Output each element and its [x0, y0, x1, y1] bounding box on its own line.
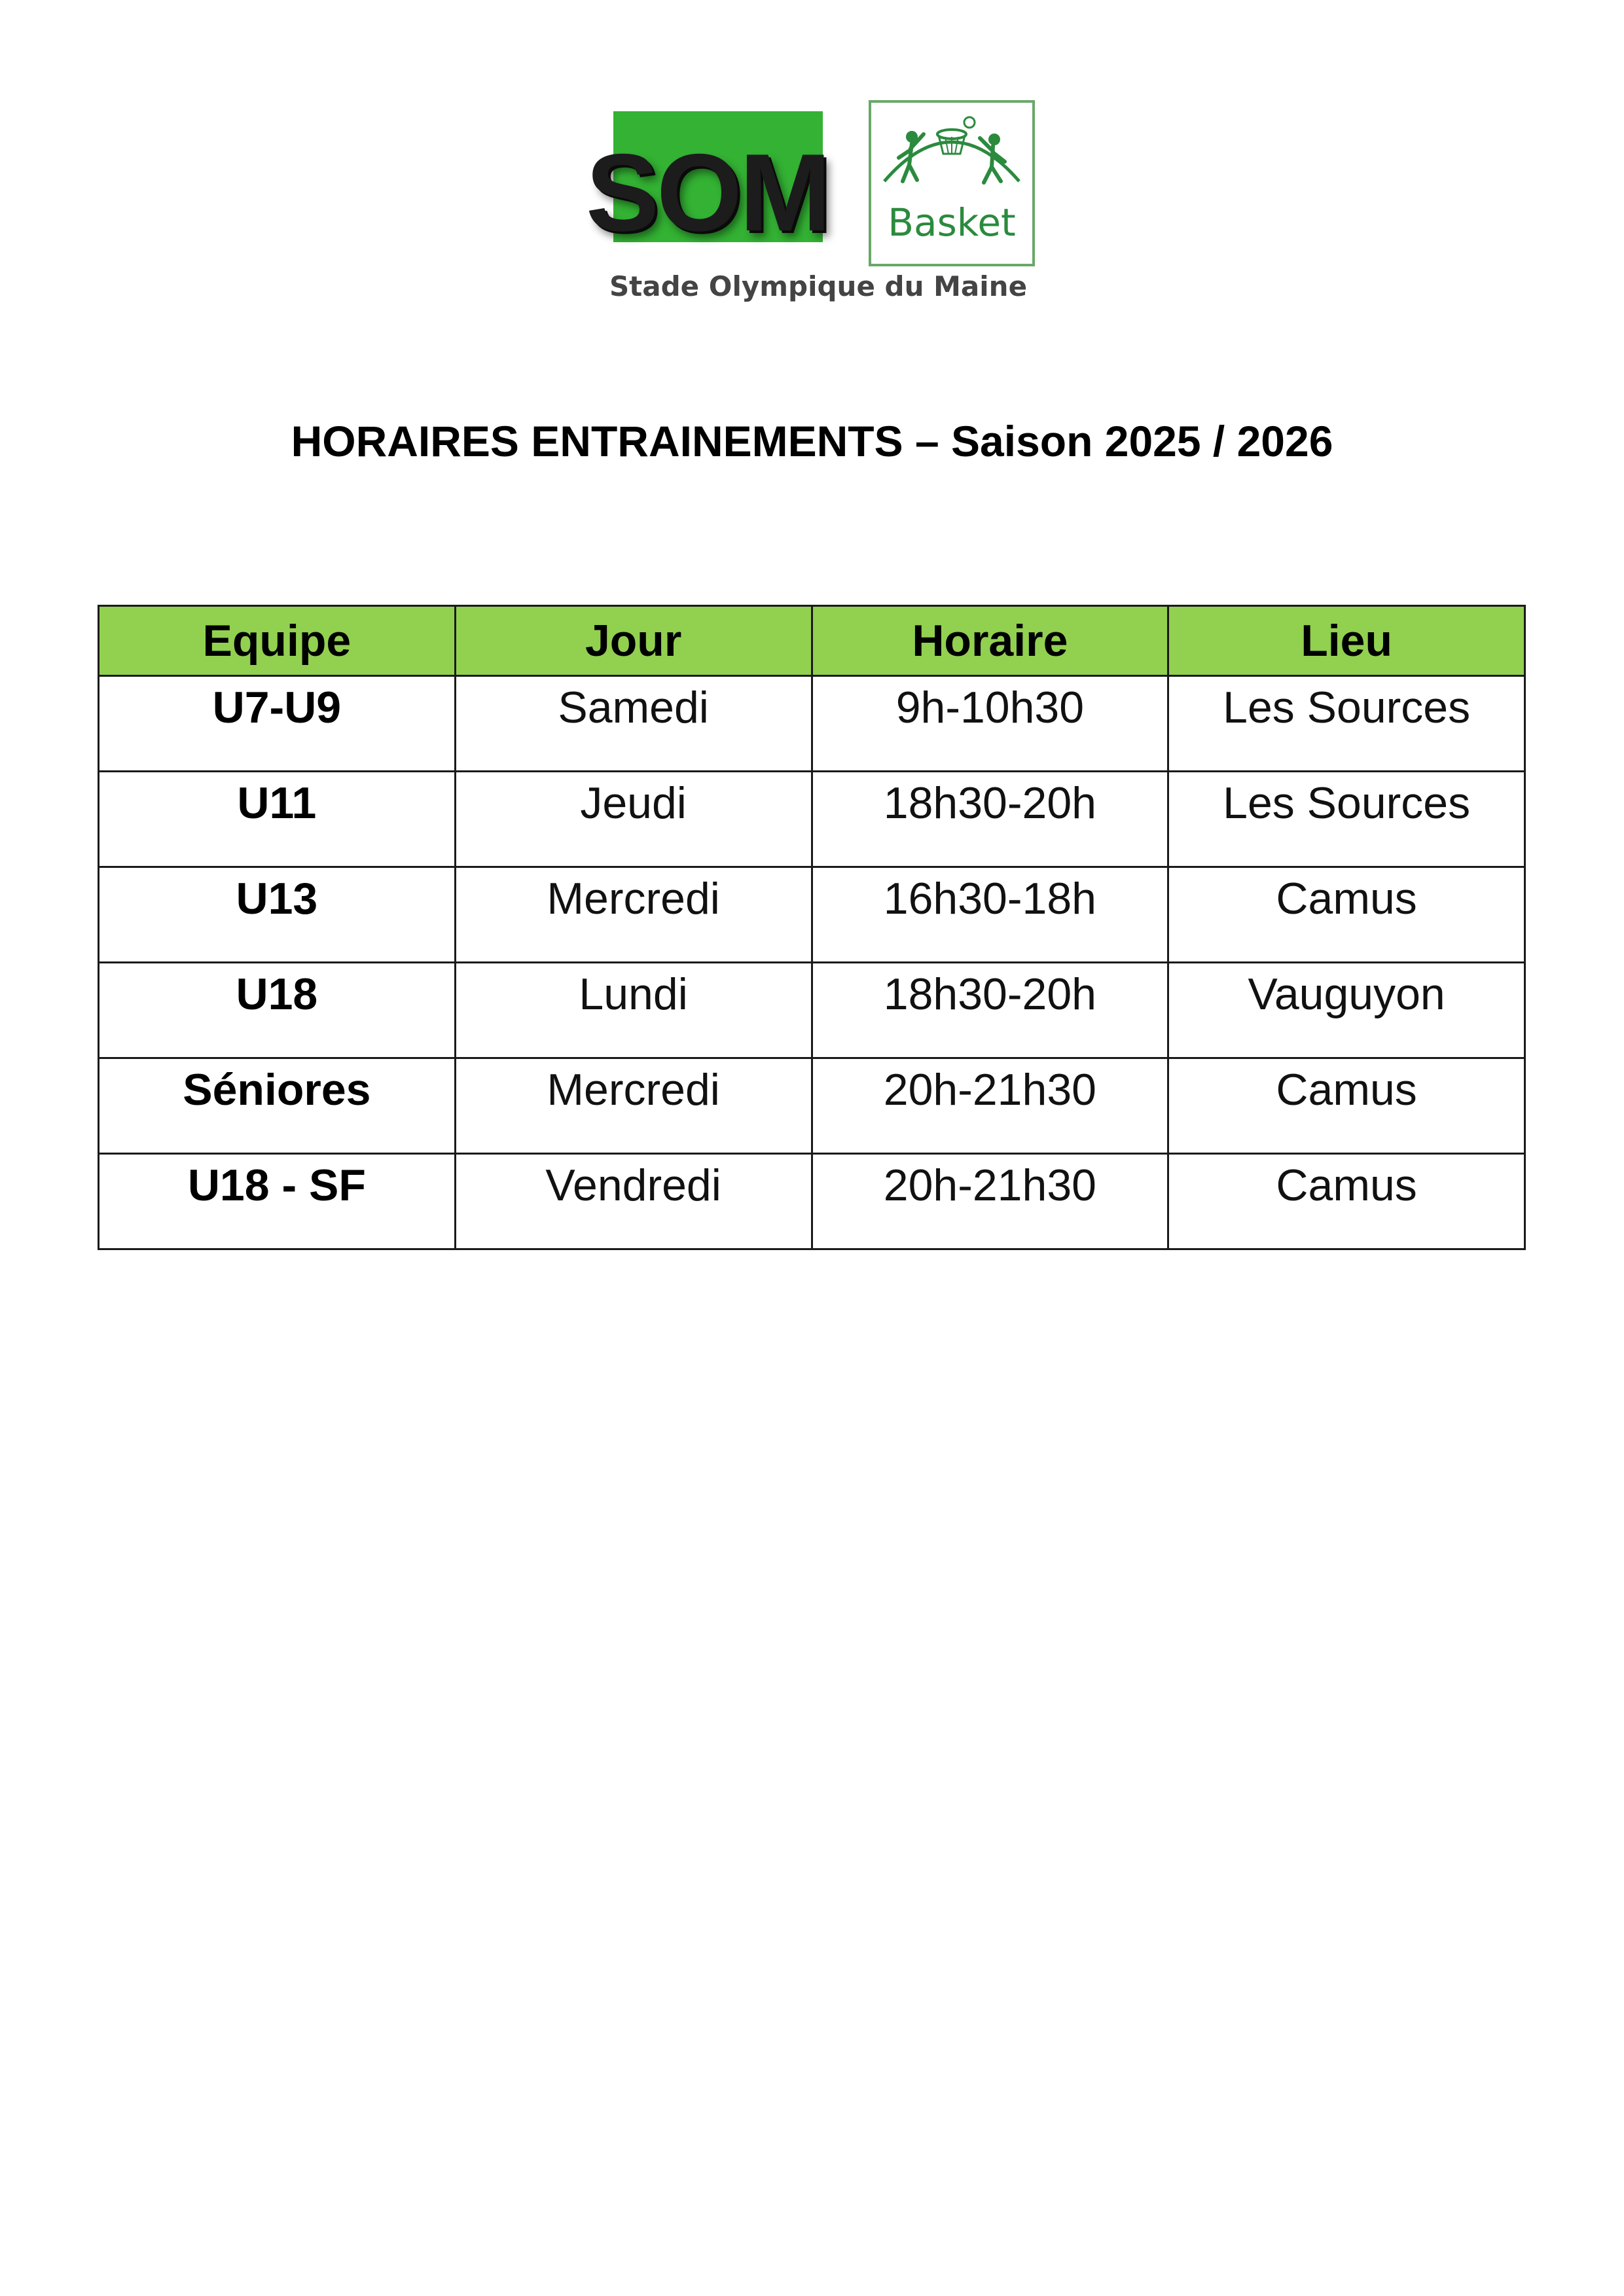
- table-row: [99, 1154, 1525, 1249]
- cell-equipe: U11: [99, 772, 456, 867]
- page-title: HORAIRES ENTRAINEMENTS – Saison 2025 / 2026: [291, 417, 1333, 465]
- column-header-lieu: Lieu: [1168, 606, 1525, 676]
- cell-horaire: 18h30-20h: [812, 772, 1168, 867]
- basketball-players-hoop-icon: [871, 103, 1032, 201]
- cell-equipe: U18 - SF: [99, 1154, 456, 1249]
- column-header-horaire: Horaire: [812, 606, 1168, 676]
- cell-horaire: 9h-10h30: [812, 676, 1168, 772]
- cell-lieu: Les Sources: [1168, 676, 1525, 772]
- cell-horaire: 16h30-18h: [812, 867, 1168, 963]
- cell-jour: Jeudi: [455, 772, 812, 867]
- logo-badge: [869, 100, 1035, 266]
- cell-jour: Mercredi: [455, 867, 812, 963]
- cell-equipe: U18: [99, 963, 456, 1058]
- cell-lieu: Camus: [1168, 1154, 1525, 1249]
- cell-horaire: 20h-21h30: [812, 1058, 1168, 1154]
- table-row: [99, 963, 1525, 1058]
- cell-lieu: Vauguyon: [1168, 963, 1525, 1058]
- cell-jour: Mercredi: [455, 1058, 812, 1154]
- cell-jour: Samedi: [455, 676, 812, 772]
- table-row: [99, 772, 1525, 867]
- table-header-row: [99, 606, 1525, 676]
- cell-lieu: Les Sources: [1168, 772, 1525, 867]
- cell-horaire: 18h30-20h: [812, 963, 1168, 1058]
- cell-equipe: U7-U9: [99, 676, 456, 772]
- club-logo: [586, 98, 1051, 314]
- logo-wordmark: SOM: [586, 131, 829, 254]
- table-row: [99, 867, 1525, 963]
- cell-equipe: Séniores: [99, 1058, 456, 1154]
- column-header-jour: Jour: [455, 606, 812, 676]
- cell-jour: Vendredi: [455, 1154, 812, 1249]
- cell-lieu: Camus: [1168, 867, 1525, 963]
- cell-horaire: 20h-21h30: [812, 1154, 1168, 1249]
- cell-lieu: Camus: [1168, 1058, 1525, 1154]
- training-schedule-table: [98, 605, 1526, 1250]
- column-header-equipe: Equipe: [99, 606, 456, 676]
- cell-jour: Lundi: [455, 963, 812, 1058]
- table-row: [99, 1058, 1525, 1154]
- logo-tagline: Stade Olympique du Maine: [609, 270, 1028, 302]
- logo-basket-text: Basket: [888, 200, 1016, 245]
- table-row: [99, 676, 1525, 772]
- cell-equipe: U13: [99, 867, 456, 963]
